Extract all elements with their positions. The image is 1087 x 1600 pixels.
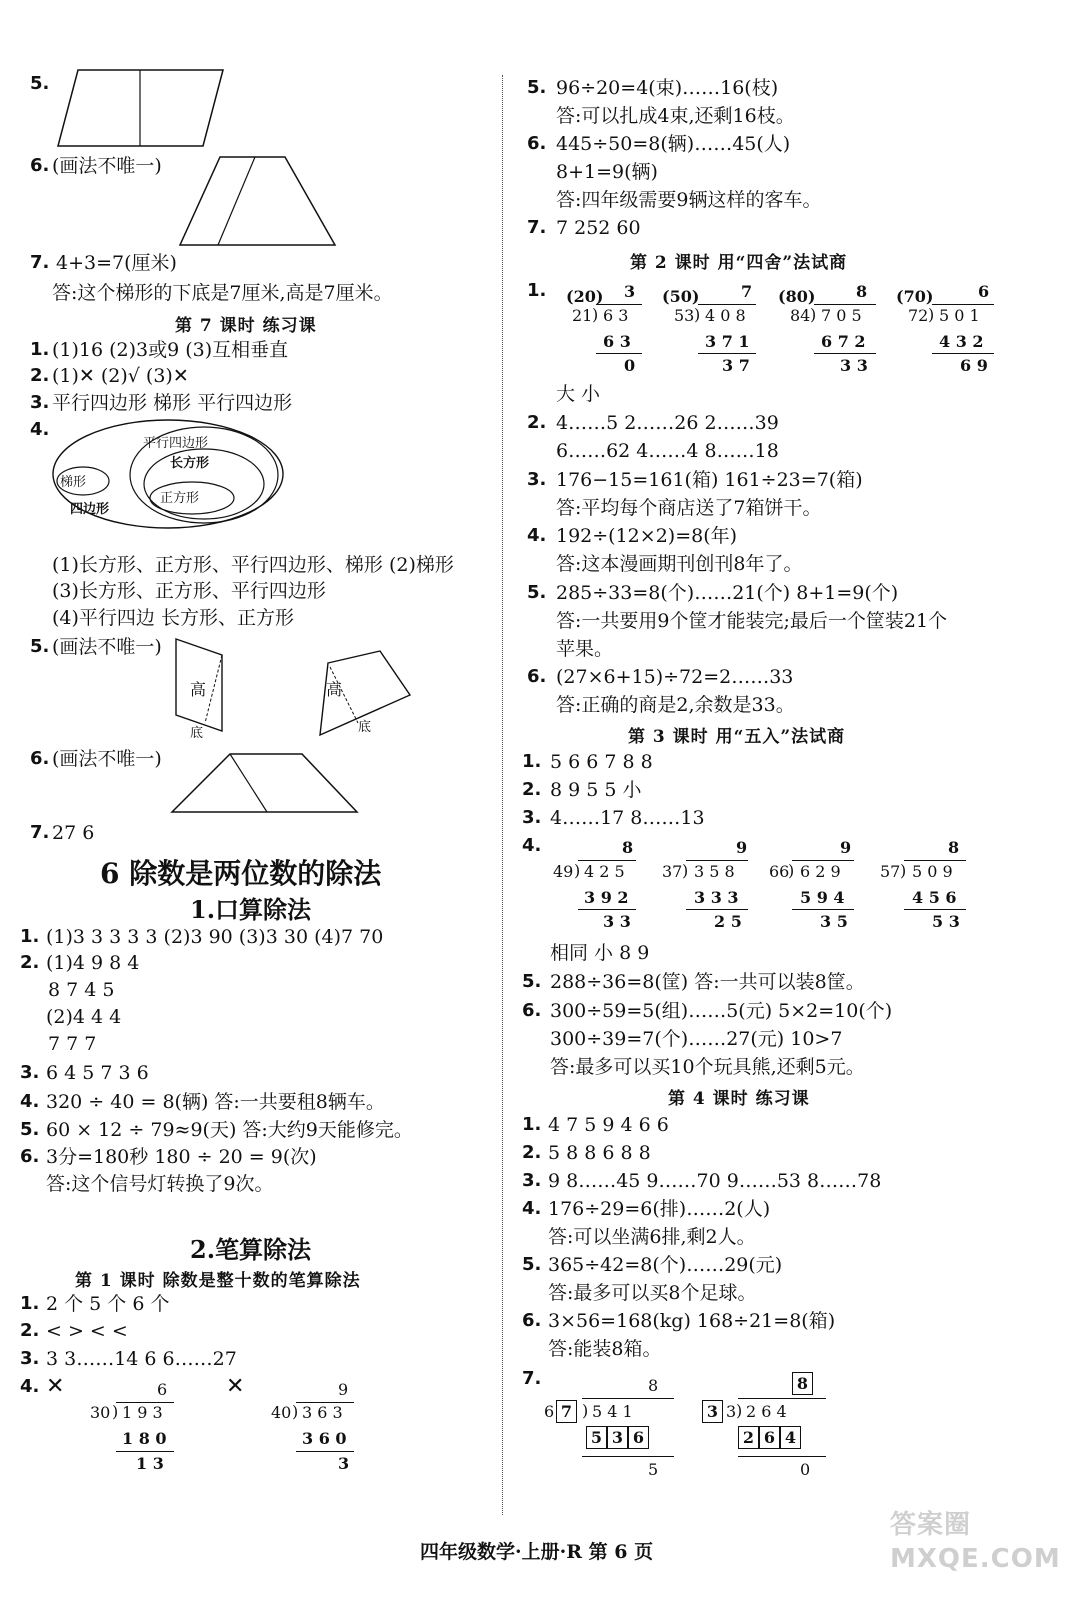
r-q6-number: 6. xyxy=(527,133,547,154)
l3-q1-number: 1. xyxy=(522,751,542,772)
blank-box: 2 xyxy=(738,1426,759,1449)
l7-q2: (1)✕ (2)√ (3)✕ xyxy=(52,365,189,387)
l2-q1-number: 1. xyxy=(527,280,547,301)
blank-box: 6 xyxy=(759,1426,780,1449)
l2-q6-number: 6. xyxy=(527,666,547,687)
div-remainder: 2 5 xyxy=(714,912,742,931)
l1-q2: < > < < xyxy=(46,1320,128,1342)
estimate: (70) xyxy=(896,287,934,306)
div-quotient: 6 xyxy=(978,282,990,301)
r-q5-answer: 答:可以扎成4束,还剩16枝。 xyxy=(556,105,795,127)
r-q5: 96÷20=4(束)……16(枝) xyxy=(556,77,779,99)
trapezoid-divided-drawing xyxy=(172,752,360,814)
page-footer: 四年级数学·上册·R 第 6 页 xyxy=(420,1541,654,1563)
s1-q2-c: (2)4 4 4 xyxy=(46,1006,122,1028)
div-divisor: 49 xyxy=(553,862,574,881)
div-remainder: 3 xyxy=(338,1454,350,1473)
s1-q4: 320 ÷ 40 = 8(辆) 答:一共要租8辆车。 xyxy=(46,1091,385,1113)
div-dividend: 1 9 3 xyxy=(122,1403,163,1422)
l4-q6-number: 6. xyxy=(522,1310,542,1331)
l2-q6-answer: 答:正确的商是2,余数是33。 xyxy=(556,694,795,716)
l3-q4-tail: 相同 小 8 9 xyxy=(550,942,650,964)
div-dividend: 5 0 9 xyxy=(912,862,953,881)
l4-q7-number: 7. xyxy=(522,1368,542,1389)
l4-q5-answer: 答:最多可以买8个足球。 xyxy=(548,1282,757,1304)
blank-box: 5 xyxy=(586,1426,607,1449)
l2-q2-number: 2. xyxy=(527,412,547,433)
q5-number: 5. xyxy=(30,73,50,94)
l2-q4-number: 4. xyxy=(527,525,547,546)
l4-q5-number: 5. xyxy=(522,1254,542,1275)
s1-q4-number: 4. xyxy=(20,1091,40,1112)
s1-q3-number: 3. xyxy=(20,1062,40,1083)
div-remainder: 0 xyxy=(624,356,636,375)
l3-q4-number: 4. xyxy=(522,835,542,856)
venn-label-square: 正方形 xyxy=(160,491,200,506)
unit-title: 6 除数是两位数的除法 xyxy=(100,857,382,890)
r-q6-b: 8+1=9(辆) xyxy=(556,161,658,183)
div-product: 6 3 xyxy=(603,332,631,351)
estimate: (20) xyxy=(566,287,604,306)
blank-box: 3 xyxy=(702,1400,723,1423)
l4-q2: 5 8 8 6 8 8 xyxy=(548,1142,651,1164)
l1-q1-number: 1. xyxy=(20,1293,40,1314)
l2-q3: 176−15=161(箱) 161÷23=7(箱) xyxy=(556,469,863,491)
s1-q1-number: 1. xyxy=(20,926,40,947)
l1-q2-number: 2. xyxy=(20,1320,40,1341)
l7-q6-note: (画法不唯一) xyxy=(52,748,162,770)
base-label-1: 底 xyxy=(190,726,204,741)
s1-q6-answer: 答:这个信号灯转换了9次。 xyxy=(46,1173,274,1195)
l7-q7-number: 7. xyxy=(30,822,50,843)
l2-q3-answer: 答:平均每个商店送了7箱饼干。 xyxy=(556,497,822,519)
blank-box: 3 xyxy=(607,1426,628,1449)
venn-label-trapezoid: 梯形 xyxy=(60,475,87,490)
l4-q4: 176÷29=6(排)……2(人) xyxy=(548,1198,771,1220)
div-divisor: 57 xyxy=(880,862,901,881)
q7-number: 7. xyxy=(30,252,50,273)
l7-q4-a: (1)长方形、正方形、平行四边形、梯形 (2)梯形 xyxy=(52,554,454,576)
watermark xyxy=(890,1508,1070,1588)
l7-q1-number: 1. xyxy=(30,339,50,360)
venn-label-rectangle: 长方形 xyxy=(170,456,210,471)
blank-box: 8 xyxy=(792,1372,813,1395)
q6-note: (画法不唯一) xyxy=(52,155,162,177)
div-quotient: 9 xyxy=(840,838,852,857)
l3-q5: 288÷36=8(筐) 答:一共可以装8筐。 xyxy=(550,971,865,993)
l7-q4-c: (4)平行四边 长方形、正方形 xyxy=(52,607,294,629)
l4-q1: 4 7 5 9 4 6 6 xyxy=(548,1114,669,1136)
div-remainder: 5 xyxy=(648,1460,659,1479)
div-divisor: 53 xyxy=(674,306,695,325)
div-remainder: 1 3 xyxy=(136,1454,164,1473)
div-quotient: 8 xyxy=(622,838,634,857)
l4-q4-answer: 答:可以坐满6排,剩2人。 xyxy=(548,1226,756,1248)
div-product: 4 3 2 xyxy=(939,332,984,351)
l7-q5-number: 5. xyxy=(30,636,50,657)
s1-q2-d: 7 7 7 xyxy=(48,1033,97,1055)
div-remainder: 0 xyxy=(800,1460,811,1479)
l4-q5: 365÷42=8(个)……29(元) xyxy=(548,1254,783,1276)
l2-q2-b: 6……62 4……4 8……18 xyxy=(556,440,779,462)
div-divisor: 30 xyxy=(90,1403,111,1422)
l4-q3: 9 8……45 9……70 9……53 8……78 xyxy=(548,1170,882,1192)
s1-q2-b: 8 7 4 5 xyxy=(48,979,115,1001)
l1-q3-number: 3. xyxy=(20,1348,40,1369)
l7-q4-number: 4. xyxy=(30,419,50,440)
l1-q3: 3 3……14 6 6……27 xyxy=(46,1348,237,1370)
div-quotient: 3 xyxy=(624,282,636,301)
l3-q6-b: 300÷39=7(个)……27(元) 10>7 xyxy=(550,1028,843,1050)
r-q7-number: 7. xyxy=(527,217,547,238)
div-product: 3 3 3 xyxy=(694,888,739,907)
section2-title: 2.笔算除法 xyxy=(190,1235,312,1264)
blank-box: 6 xyxy=(628,1426,649,1449)
height-label-1: 高 xyxy=(190,680,207,699)
div-divisor: 40 xyxy=(271,1403,292,1422)
s1-q6-number: 6. xyxy=(20,1146,40,1167)
div-remainder: 3 3 xyxy=(603,912,631,931)
div-dividend: 3 5 8 xyxy=(694,862,735,881)
div-remainder: 3 3 xyxy=(840,356,868,375)
div-quotient: 7 xyxy=(741,282,753,301)
l2-q6: (27×6+15)÷72=2……33 xyxy=(556,666,794,688)
div-divisor: 72 xyxy=(908,306,929,325)
l4-q4-number: 4. xyxy=(522,1198,542,1219)
watermark-text: 答案圈 MXQE.COM xyxy=(890,1510,1061,1574)
lesson1-title: 第 1 课时 除数是整十数的笔算除法 xyxy=(75,1271,361,1291)
s1-q1: (1)3 3 3 3 3 (2)3 90 (3)3 30 (4)7 70 xyxy=(46,926,384,948)
div-quotient: 8 xyxy=(648,1376,659,1395)
height-drawings xyxy=(170,635,430,735)
estimate: (50) xyxy=(662,287,700,306)
s1-q6: 3分=180秒 180 ÷ 20 = 9(次) xyxy=(46,1146,317,1168)
l4-q3-number: 3. xyxy=(522,1170,542,1191)
blank-box: 4 xyxy=(780,1426,801,1449)
div-remainder: 5 3 xyxy=(932,912,960,931)
s1-q5-number: 5. xyxy=(20,1119,40,1140)
l3-q2-number: 2. xyxy=(522,779,542,800)
l3-q6-a: 300÷59=5(组)……5(元) 5×2=10(个) xyxy=(550,1000,893,1022)
div-dividend: 7 0 5 xyxy=(821,306,862,325)
div-dividend: 6 3 xyxy=(603,306,629,325)
lesson7-title: 第 7 课时 练习课 xyxy=(175,316,317,336)
s1-q2-a: (1)4 9 8 4 xyxy=(46,952,140,974)
lesson3-title: 第 3 课时 用“五入”法试商 xyxy=(628,727,846,747)
r-q5-number: 5. xyxy=(527,77,547,98)
l3-q3: 4……17 8……13 xyxy=(550,807,705,829)
div-product: 1 8 0 xyxy=(122,1429,167,1448)
div-dividend: 4 2 5 xyxy=(584,862,625,881)
l7-q2-number: 2. xyxy=(30,365,50,386)
base-label-2: 底 xyxy=(358,720,372,735)
lesson2-title: 第 2 课时 用“四舍”法试商 xyxy=(630,253,848,273)
estimate: (80) xyxy=(778,287,816,306)
q6-number: 6. xyxy=(30,155,50,176)
r-q6-answer: 答:四年级需要9辆这样的客车。 xyxy=(556,189,822,211)
l7-q1: (1)16 (2)3或9 (3)互相垂直 xyxy=(52,339,289,361)
div-product: 3 9 2 xyxy=(584,888,629,907)
q7-text: 4+3=7(厘米) xyxy=(56,252,177,274)
div-dividend: 5 0 1 xyxy=(939,306,980,325)
div-divisor-digit: 3 xyxy=(726,1402,737,1421)
div-quotient: 9 xyxy=(338,1380,349,1399)
div-divisor-digit: 6 xyxy=(544,1402,555,1421)
l2-q3-number: 3. xyxy=(527,469,547,490)
div-dividend: 6 2 9 xyxy=(800,862,841,881)
venn-label-parallelogram: 平行四边形 xyxy=(143,436,209,451)
section1-title: 1.口算除法 xyxy=(190,895,312,924)
l7-q3: 平行四边形 梯形 平行四边形 xyxy=(52,392,293,414)
div-dividend: 4 0 8 xyxy=(705,306,746,325)
l7-q3-number: 3. xyxy=(30,392,50,413)
l2-q4: 192÷(12×2)=8(年) xyxy=(556,525,738,547)
l1-q1: 2 个 5 个 6 个 xyxy=(46,1293,170,1315)
l4-q6-answer: 答:能装8箱。 xyxy=(548,1338,662,1360)
l1-q4-mark2: ✕ xyxy=(226,1374,245,1399)
div-product: 4 5 6 xyxy=(912,888,957,907)
div-quotient: 8 xyxy=(856,282,868,301)
div-quotient: 9 xyxy=(736,838,748,857)
div-quotient: 6 xyxy=(157,1380,168,1399)
l3-q6-number: 6. xyxy=(522,1000,542,1021)
l4-q1-number: 1. xyxy=(522,1114,542,1135)
div-quotient: 8 xyxy=(948,838,960,857)
r-q7: 7 252 60 xyxy=(556,217,641,239)
div-divisor: 37 xyxy=(662,862,683,881)
l2-q5-number: 5. xyxy=(527,582,547,603)
l2-q5-answer2: 苹果。 xyxy=(556,638,614,660)
column-divider xyxy=(502,75,503,1515)
div-product: 3 6 0 xyxy=(302,1429,347,1448)
l2-q5-answer: 答:一共要用9个筐才能装完;最后一个筐装21个 xyxy=(556,610,948,632)
div-dividend: 5 4 1 xyxy=(592,1402,633,1421)
s1-q5: 60 × 12 ÷ 79≈9(天) 答:大约9天能修完。 xyxy=(46,1119,413,1141)
l2-q1-tail: 大 小 xyxy=(556,383,601,405)
l3-q1: 5 6 6 7 8 8 xyxy=(550,751,653,773)
div-product-boxes xyxy=(586,1426,649,1449)
l4-q2-number: 2. xyxy=(522,1142,542,1163)
q7-answer: 答:这个梯形的下底是7厘米,高是7厘米。 xyxy=(52,282,393,304)
l1-q4-mark1: ✕ xyxy=(46,1374,65,1399)
div-divisor: 66 xyxy=(769,862,790,881)
s1-q3: 6 4 5 7 3 6 xyxy=(46,1062,149,1084)
l4-q6: 3×56=168(kg) 168÷21=8(箱) xyxy=(548,1310,836,1332)
l3-q6-answer: 答:最多可以买10个玩具熊,还剩5元。 xyxy=(550,1056,865,1078)
lesson4-title: 第 4 课时 练习课 xyxy=(668,1089,810,1109)
l7-q7: 27 6 xyxy=(52,822,95,844)
l2-q5: 285÷33=8(个)……21(个) 8+1=9(个) xyxy=(556,582,899,604)
height-label-2: 高 xyxy=(326,680,343,699)
div-product: 6 7 2 xyxy=(821,332,866,351)
l7-q6-number: 6. xyxy=(30,748,50,769)
r-q6: 445÷50=8(辆)……45(人) xyxy=(556,133,791,155)
trapezoid-drawing xyxy=(180,155,340,247)
l2-q4-answer: 答:这本漫画期刊创刊8年了。 xyxy=(556,553,803,575)
div-dividend: 2 6 4 xyxy=(746,1402,787,1421)
div-remainder: 3 5 xyxy=(820,912,848,931)
venn-label-quadrilateral: 四边形 xyxy=(70,502,110,517)
s1-q2-number: 2. xyxy=(20,952,40,973)
l3-q5-number: 5. xyxy=(522,971,542,992)
l2-q2-a: 4……5 2……26 2……39 xyxy=(556,412,779,434)
div-divisor: 21 xyxy=(572,306,593,325)
l3-q3-number: 3. xyxy=(522,807,542,828)
div-product-boxes xyxy=(738,1426,801,1449)
l7-q5-note: (画法不唯一) xyxy=(52,636,162,658)
div-product: 3 7 1 xyxy=(705,332,750,351)
blank-box: 7 xyxy=(556,1400,577,1423)
div-remainder: 3 7 xyxy=(722,356,750,375)
div-remainder: 6 9 xyxy=(960,356,988,375)
l3-q2: 8 9 5 5 小 xyxy=(550,779,642,801)
div-product: 5 9 4 xyxy=(800,888,845,907)
l7-q4-b: (3)长方形、正方形、平行四边形 xyxy=(52,580,326,602)
parallelogram-drawing xyxy=(58,68,228,148)
l1-q4-number: 4. xyxy=(20,1376,40,1397)
div-divisor: 84 xyxy=(790,306,811,325)
div-dividend: 3 6 3 xyxy=(302,1403,343,1422)
